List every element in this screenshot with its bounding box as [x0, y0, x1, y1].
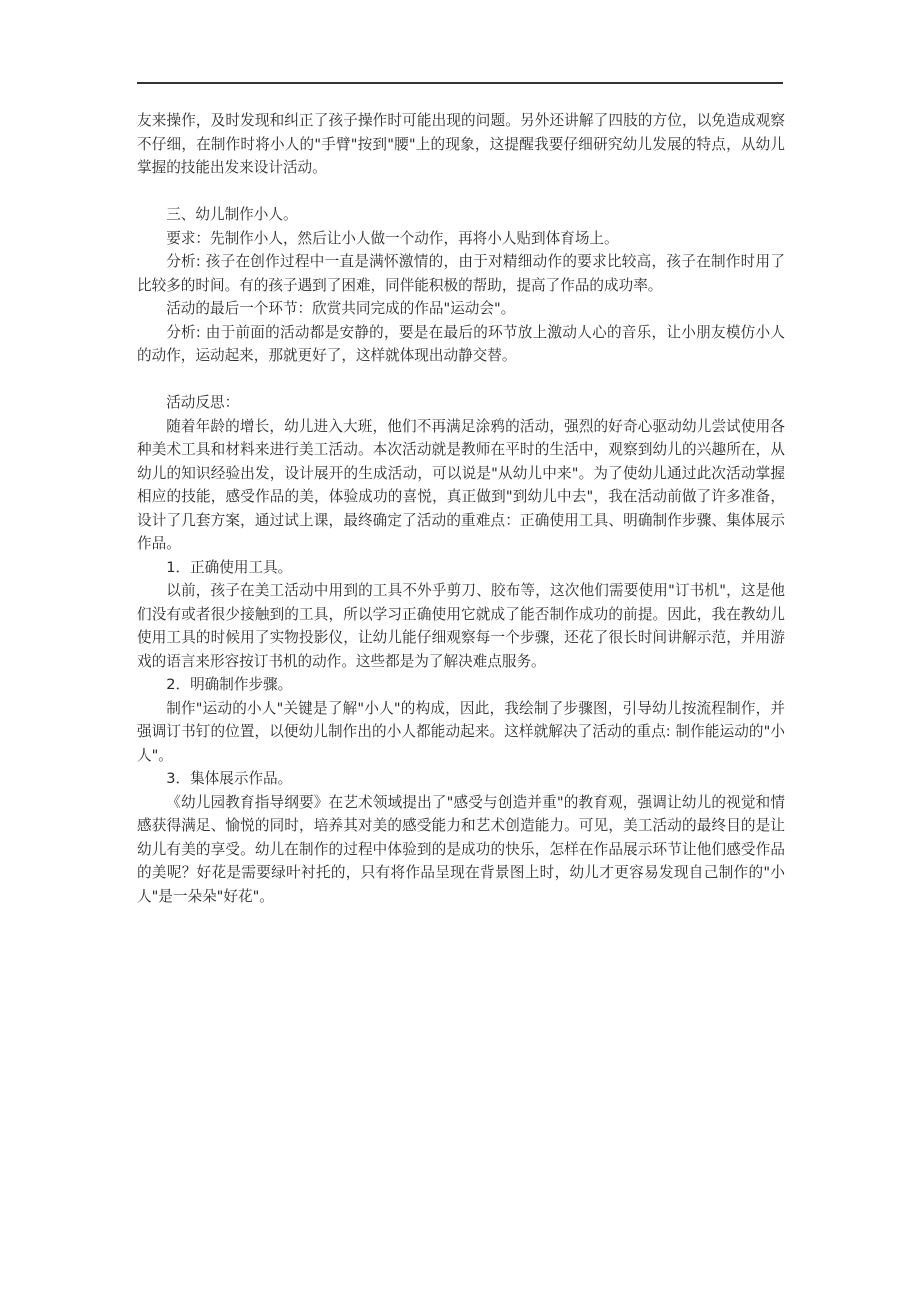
header-rule — [137, 82, 783, 84]
paragraph-final-step: 活动的最后一个环节：欣赏共同完成的作品"运动会"。 — [166, 300, 516, 317]
document-body — [137, 109, 785, 908]
paragraph-gap — [137, 180, 785, 204]
list-heading-1: 1．正确使用工具。 — [166, 558, 293, 576]
paragraph-steps: 制作"运动的小人"关键是了解"小人"的构成，因此，我绘制了步骤图，引导幼儿按流程制作，并强调订书钉的位置，以便幼儿制作出的小人都能动起来。这样就解决了活动的重点: 制作能运动的"小人"。 — [137, 699, 785, 764]
paragraph-reflection-intro: 随着年龄的增长，幼儿进入大班，他们不再满足涂鸦的活动，强烈的好奇心驱动幼儿尝试使用各种美术工具和材料来进行美工活动。本次活动就是教师在平时的生活中，观察到幼儿的兴趣所在，从幼儿的知识经验出发，设计展开的生成活动，可以说是"从幼儿中来"。为了使幼儿通过此次活动掌握相应的技能，感受作品的美，体验成功的喜悦，真正做到"到幼儿中去"，我在活动前做了许多准备，设计了几套方案，通过试上课，最终确定了活动的重难点：正确使用工具、明确制作步骤、集体展示作品。 — [137, 417, 785, 552]
section-heading-reflection: 活动反思： — [166, 394, 240, 411]
paragraph-continuation: 友来操作，及时发现和纠正了孩子操作时可能出现的问题。另外还讲解了四肢的方位，以免造成观察不仔细，在制作时将小人的"手臂"按到"腰"上的现象，这提醒我要仔细研究幼儿发展的特点，从幼儿掌握的技能出发来设计活动。 — [137, 112, 785, 176]
section-heading-making-figures: 三、幼儿制作小人。 — [166, 206, 298, 223]
paragraph-display: 《幼儿园教育指导纲要》在艺术领域提出了"感受与创造并重"的教育观，强调让幼儿的视觉和情感获得满足、愉悦的同时，培养其对美的感受能力和艺术创造能力。可见，美工活动的最终目的是让幼儿有美的享受。幼儿在制作的过程中体验到的是成功的快乐，怎样在作品展示环节让他们感受作品的美呢？好花是需要绿叶衬托的，只有将作品呈现在背景图上时，幼儿才更容易发现自己制作的"小人"是一朵朵"好花"。 — [137, 793, 785, 905]
paragraph-analysis-2: 分析: 由于前面的活动都是安静的，要是在最后的环节放上激动人心的音乐，让小朋友模仿小人的动作，运动起来，那就更好了，这样就体现出动静交替。 — [137, 323, 785, 364]
paragraph-requirements: 要求：先制作小人，然后让小人做一个动作，再将小人贴到体育场上。 — [166, 229, 619, 247]
paragraph-analysis-1: 分析: 孩子在创作过程中一直是满怀激情的，由于对精细动作的要求比较高，孩子在制作时用了比较多的时间。有的孩子遇到了困难，同伴能积极的帮助，提高了作品的成功率。 — [137, 253, 785, 294]
paragraph-gap — [137, 368, 785, 392]
list-heading-2: 2．明确制作步骤。 — [166, 676, 293, 693]
list-heading-3: 3．集体展示作品。 — [166, 770, 293, 787]
paragraph-tools: 以前，孩子在美工活动中用到的工具不外乎剪刀、胶布等，这次他们需要使用"订书机"，这是他们没有或者很少接触到的工具，所以学习正确使用它就成了能否制作成功的前提。因此，我在教幼儿使用工具的时候用了实物投影仪，让幼儿能仔细观察每一个步骤，还花了很长时间讲解示范，并用游戏的语言来形容按订书机的动作。这些都是为了解决难点服务。 — [137, 582, 785, 670]
